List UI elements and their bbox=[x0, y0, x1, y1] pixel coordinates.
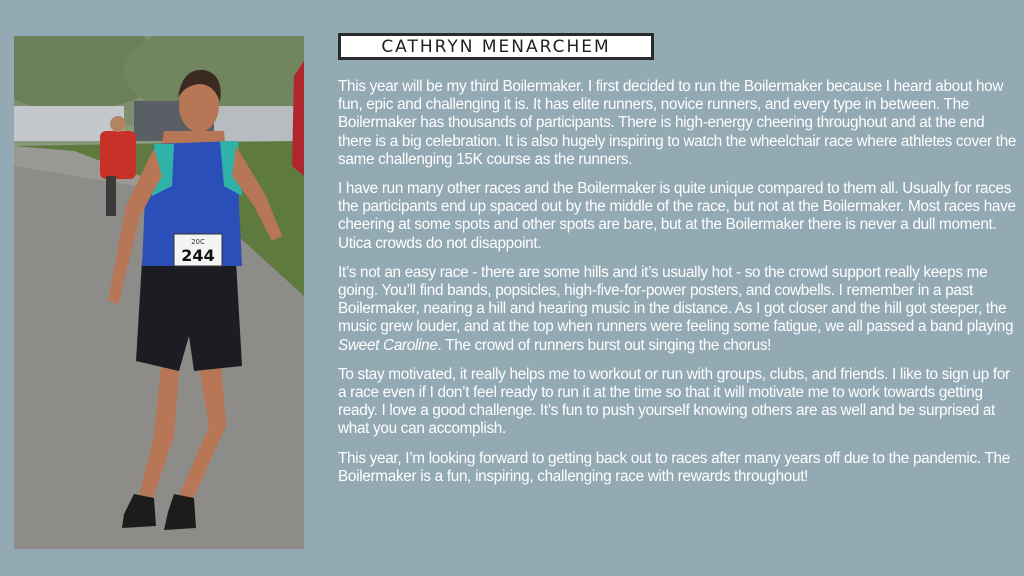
paragraph-5: This year, I’m looking forward to getting back out to races after many years off due to the pandemic. The Boilermaker is a fun, inspiring, challenging race with rewards throughout! bbox=[338, 449, 1010, 485]
paragraph-4: To stay motivated, it really helps me to workout or run with groups, clubs, and friends. I like to sign up for a race even if I don’t feel ready to run it at the time so that it will motivate me to work towards getting ready. I love a good challenge. It’s fun to push yourself knowing others are as well and be surprised at what you can accomplish. bbox=[338, 365, 1010, 438]
paragraph-2: I have run many other races and the Boilermaker is quite unique compared to them all. Usually for races the participants end up spaced out by the middle of the race, but not at the Boilermaker. Most races have cheering at some spots and other spots are bare, but at the Boilermaker there is never a dull moment. Utica crowds do not disappoint. bbox=[338, 180, 1016, 252]
song-title: Sweet Caroline bbox=[338, 336, 438, 354]
page-title: CATHRYN MENARCHEM bbox=[381, 36, 611, 57]
runner-illustration bbox=[14, 36, 304, 549]
name-header-box bbox=[338, 33, 654, 60]
paragraph-3-end: . The crowd of runners burst out singing the chorus! bbox=[437, 336, 772, 354]
bib-label: 20C bbox=[191, 238, 205, 246]
paragraph-3 bbox=[338, 264, 1018, 355]
bib-number: 244 bbox=[181, 246, 215, 265]
paragraph-1: This year will be my third Boilermaker. I first decided to run the Boilermaker because I heard about how fun, epic and challenging it is. It has elite runners, novice runners, and every type in between. The Boilermaker has thousands of participants. There is high-energy cheering throughout and at the end there is a big celebration. It is also hugely inspiring to watch the wheelchair race where athletes cover the same challenging 15K course as the runners. bbox=[338, 78, 1017, 168]
runner-photo bbox=[14, 36, 304, 549]
paragraph-3-start: It’s not an easy race - there are some hills and it’s usually hot - so the crowd support really keeps me going. You’ll find bands, popsicles, high-five-for-power posters, and cowbells. I remember in a past Boilermaker, nearing a hill and hearing music in the distance. As I got closer and the hill got steeper, the music grew louder, and at the top when runners were feeling some fatigue, we all passed a band playing bbox=[338, 263, 1014, 336]
story-text bbox=[338, 78, 1018, 497]
